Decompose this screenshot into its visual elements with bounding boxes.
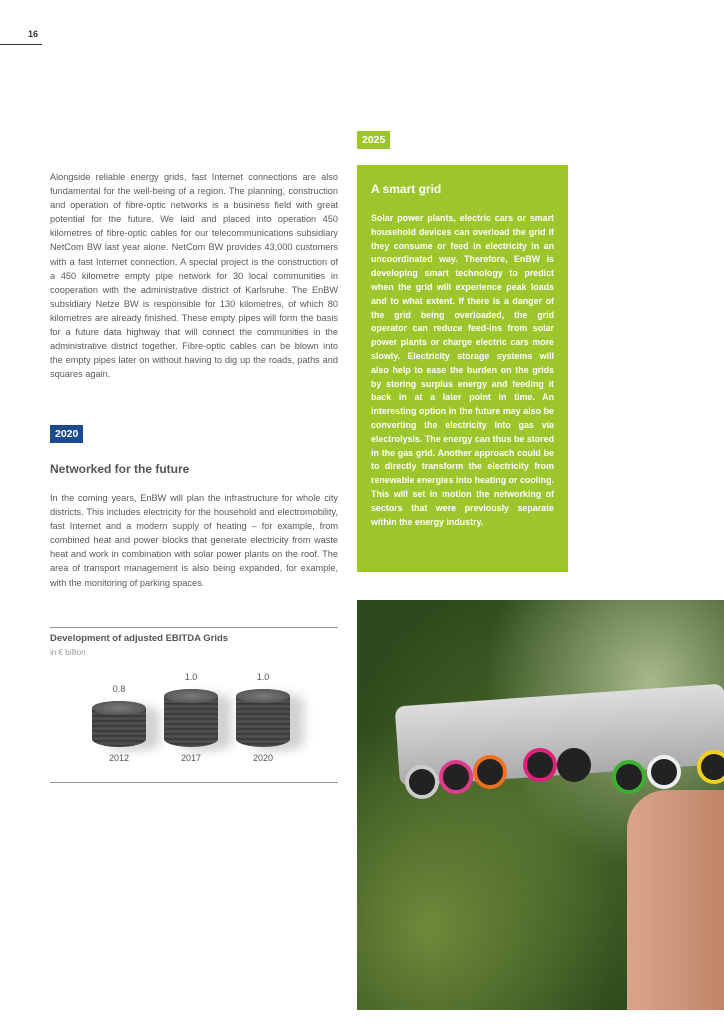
tube-end	[647, 755, 681, 789]
section-2020-heading: Networked for the future	[50, 462, 190, 476]
category-label: 2020	[252, 753, 274, 763]
tube-end	[557, 748, 591, 782]
chart-bottom-rule	[50, 782, 338, 783]
value-label: 1.0	[184, 672, 198, 682]
fibre-optic-pipes-photo	[357, 600, 724, 1010]
coin-stack-2012	[92, 701, 146, 747]
tube-end	[439, 760, 473, 794]
coin-stack-2020	[236, 689, 290, 747]
coin-stack-top	[164, 689, 218, 703]
hand	[627, 790, 724, 1010]
category-label: 2012	[108, 753, 130, 763]
year-tag-2025: 2025	[357, 131, 390, 149]
smart-grid-box	[357, 165, 568, 572]
value-label: 0.8	[112, 683, 126, 694]
coin-stack-2017	[164, 689, 218, 747]
smart-grid-paragraph: Solar power plants, electric cars or smart household devices can overload the grid if they consume or feed in electricity in an uncoordinated way. Therefore, EnBW is developing smart technology to predict when the grid will experience peak loads and to what extent. If there is a danger of the grid being overloaded, the grid operator can reduce feed-ins from solar power plants or charge electric cars more slowly. Electricity storage systems will also help to ease the burden on the grids by storing surplus energy and feeding it back in at a later point in time. An interesting option in the future may also be converting the electricity into gas via electrolysis. The energy can thus be stored in the gas grid. Another approach could be to directly transform the electricity from renewable energies into heating or cooling. This will set in motion the networking of sectors that were previously separate within the energy industry.	[371, 213, 554, 527]
category-label: 2017	[180, 753, 202, 763]
year-tag-2020: 2020	[50, 425, 83, 443]
smart-grid-heading: A smart grid	[371, 182, 442, 196]
section-2020-paragraph: In the coming years, EnBW will plan the infrastructure for whole city districts. This includes electricity for the household and electromobility, fast Internet and a modern supply of heating – for example, from combined heat and power blocks that generate electricity from waste heat and work in combination with solar power plants on the roof. The area of transport management is also being expanded, for example, with the monitoring of parking spaces.	[50, 493, 338, 588]
value-label: 1.0	[256, 672, 270, 682]
page-number: 16	[28, 29, 39, 39]
intro-paragraph: Alongside reliable energy grids, fast Internet connections are also fundamental for the well-being of a region. The planning, construction and operation of fibre-optic networks is a business field with great potential for the future. We laid and placed into operation 450 kilometres of fibre-optic cables for our telecommunications subsidiary NetCom BW last year alone. NetCom BW provides 43,000 customers with a fast Internet connection. A special project is the construction of a 450 kilometre empty pipe network for 30 local communities in cooperation with the administrative district of Karlsruhe. The EnBW subsidiary Netze BW is responsible for 130 kilometres, of which 80 kilometres are already finished. These empty pipes will form the basis for a future data highway that will connect the communities in the administrative district together. Fibre-optic cables can be blown into the empty pipes later on without having to dig up the roads, paths and squares again.	[50, 172, 338, 380]
tube-end	[405, 765, 439, 799]
chart-top-rule	[50, 627, 338, 628]
page-number-rule	[0, 44, 42, 45]
tube-end	[612, 760, 646, 794]
tube-end	[523, 748, 557, 782]
chart-subtitle: in € billion	[50, 648, 86, 657]
coin-stack-top	[236, 689, 290, 703]
coin-stack-top	[92, 701, 146, 715]
chart-title: Development of adjusted EBITDA Grids	[50, 633, 229, 644]
tube-end	[697, 750, 724, 784]
tube-end	[473, 755, 507, 789]
